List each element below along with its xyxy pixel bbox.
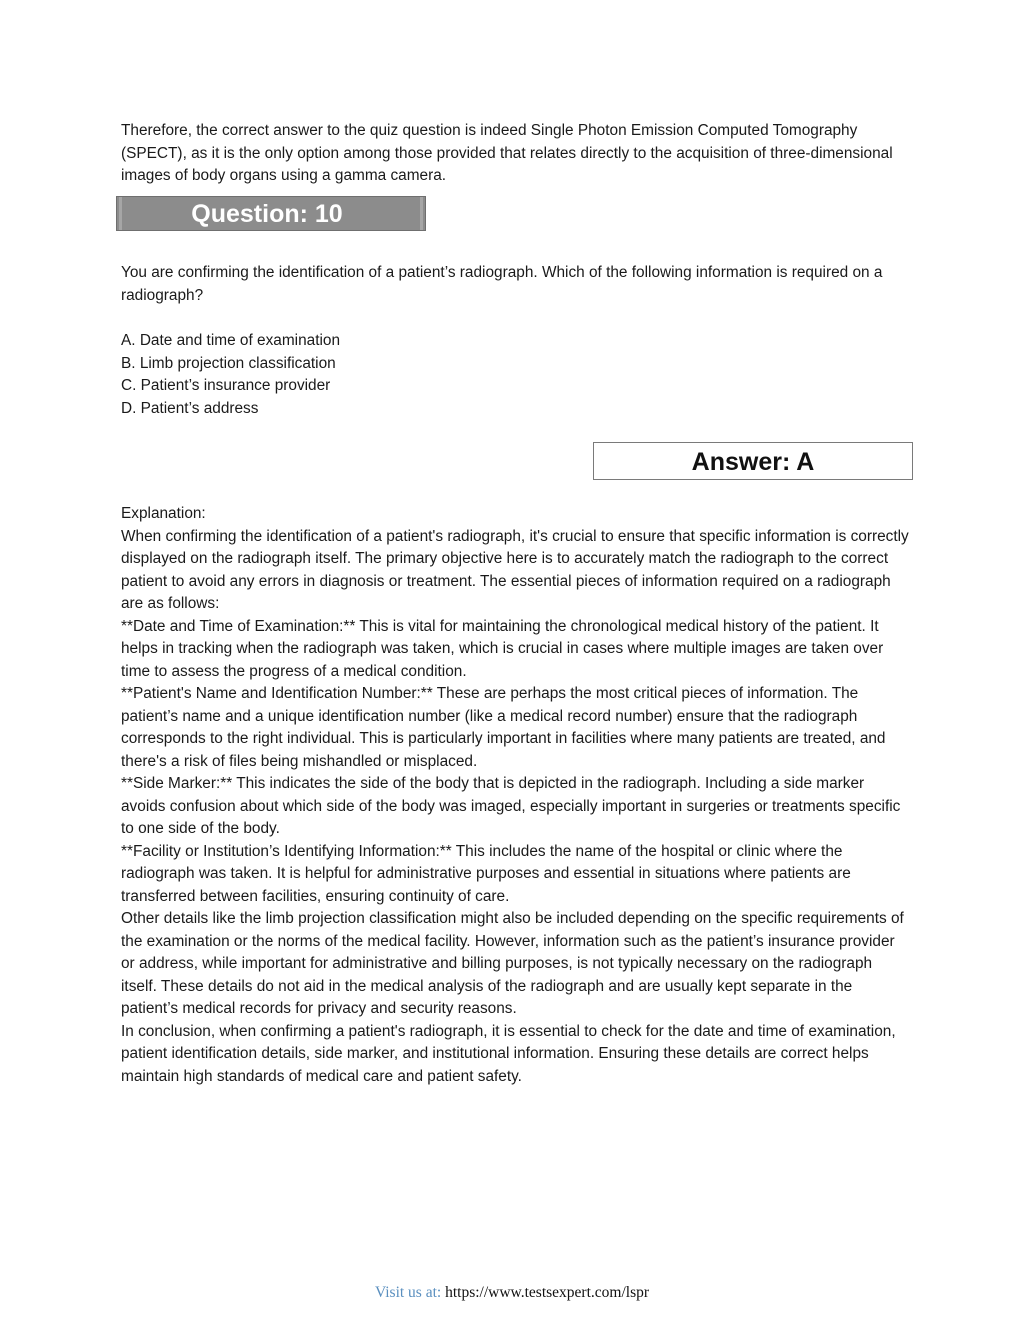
question-text: You are confirming the identification of a patient’s radiograph. Which of the following information is required on a radiograph?: [121, 264, 883, 304]
answer-box: [593, 442, 913, 480]
question-heading: Question: 10: [191, 200, 343, 228]
answer-heading: Answer: A: [691, 448, 815, 476]
footer-label: Visit us at:: [374, 1284, 446, 1301]
answer-options: [121, 330, 340, 420]
explanation-paragraph: **Patient's Name and Identification Number:** These are perhaps the most critical pieces of information. The patient’s name and a unique identification number (like a medical record number) ensure that the radiograph corresponds to the right individual. This is particularly important in facilities where many patients are treated, and there's a risk of files being mishandled or misplaced.: [121, 685, 886, 770]
explanation-paragraph: Other details like the limb projection classification might also be included depending on the specific requirements of the examination or the norms of the medical facility. However, information such as the patient’s insurance provider or address, while important for administrative and billing purposes, is not typically necessary on the radiograph itself. These details do not aid in the medical analysis of the radiograph and are usually kept separate in the patient’s medical records for privacy and security reasons.: [121, 910, 904, 1017]
explanation-paragraph: **Date and Time of Examination:** This is vital for maintaining the chronological medical history of the patient. It helps in tracking when the radiograph was taken, which is crucial in cases where multiple images are taken over time to assess the progress of a medical condition.: [121, 617, 884, 680]
question-heading-box: [116, 196, 426, 231]
option-d: D. Patient’s address: [121, 399, 259, 417]
option-c: C. Patient’s insurance provider: [121, 377, 331, 394]
intro-paragraph: Therefore, the correct answer to the quiz question is indeed Single Photon Emission Computed Tomography (SPECT), as it is the only option among those provided that relates directly to the acquisition of three-dimensional images of body organs using a gamma camera.: [121, 122, 893, 184]
explanation-paragraph: In conclusion, when confirming a patient's radiograph, it is essential to check for the date and time of examination, patient identification details, side marker, and institutional information. Ensuring these details are correct helps maintain high standards of medical care and patient safety.: [121, 1022, 896, 1085]
explanation-section: [121, 503, 911, 1088]
explanation-label: Explanation:: [121, 505, 206, 522]
option-a: A. Date and time of examination: [121, 332, 341, 349]
explanation-paragraph: When confirming the identification of a patient's radiograph, it's crucial to ensure that specific information is correctly displayed on the radiograph itself. The primary objective here is to accurately match the radiograph to the correct patient to avoid any errors in diagnosis or treatment. The essential pieces of information required on a radiograph are as follows:: [121, 527, 909, 612]
explanation-paragraph: **Side Marker:** This indicates the side of the body that is depicted in the radiograph. Including a side marker avoids confusion about which side of the body was imaged, especially important in surgeries or treatments specific to one side of the body.: [121, 775, 901, 837]
explanation-paragraph: **Facility or Institution’s Identifying Information:** This includes the name of the hospital or clinic where the radiograph was taken. It is helpful for administrative purposes and essential in situations where patients are transferred between facilities, ensuring continuity of care.: [121, 842, 851, 905]
footer-link[interactable]: https://www.testsexpert.com/lspr: [445, 1284, 650, 1301]
option-b: B. Limb projection classification: [121, 354, 336, 372]
page-footer: [0, 1284, 1024, 1302]
